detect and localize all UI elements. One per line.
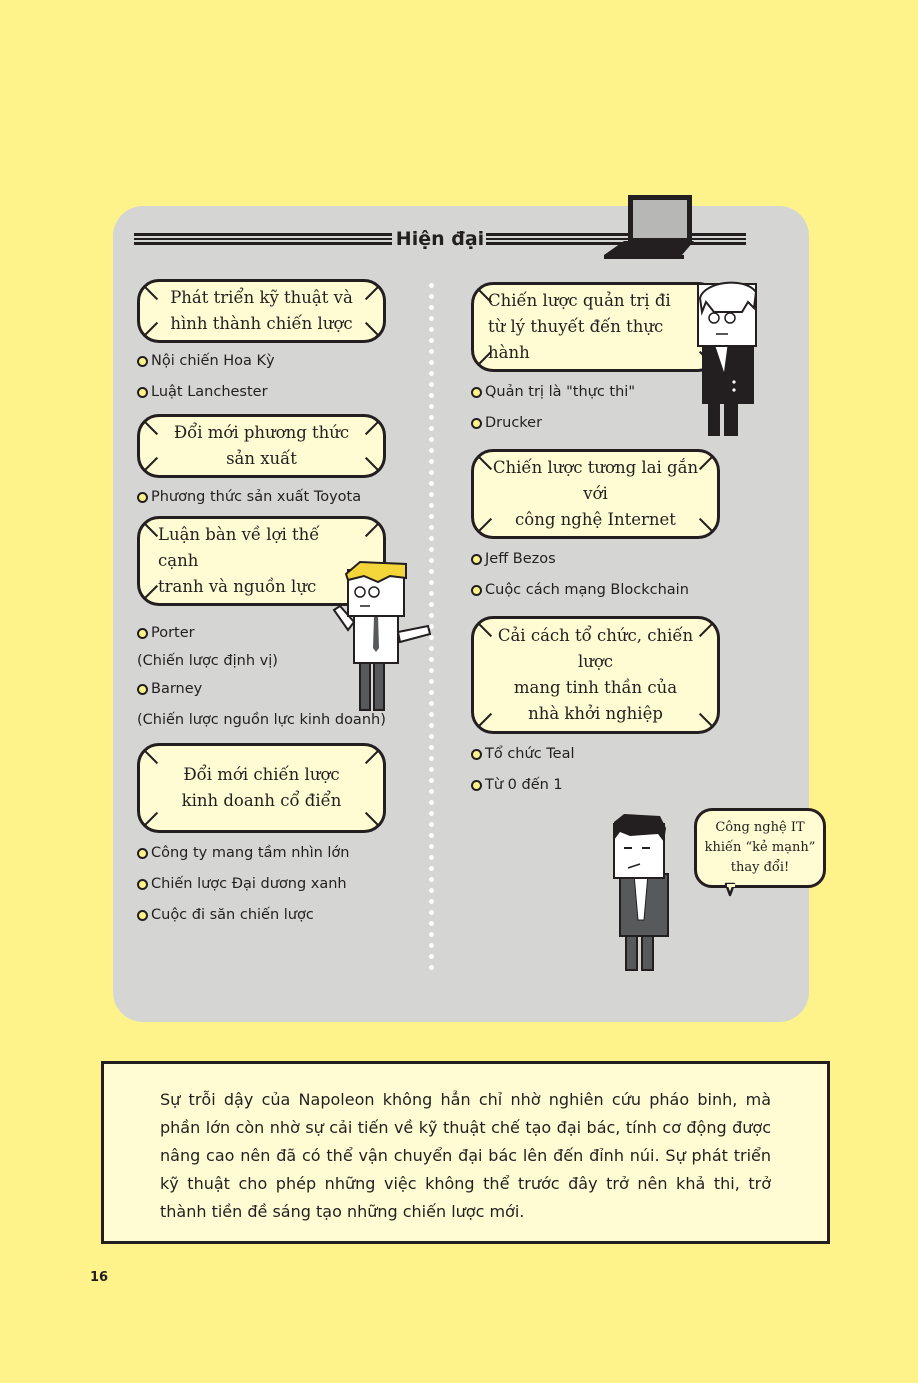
list-item: Barney [137, 679, 202, 699]
list-item: Nội chiến Hoa Kỳ [137, 351, 275, 371]
list-item: Quản trị là "thực thi" [471, 382, 635, 402]
bullet-dot-icon [471, 387, 482, 398]
list-item: Porter [137, 623, 195, 643]
bullet-dot-icon [137, 848, 148, 859]
topic-bubble-production-innovation: Đổi mới phương thức sản xuất [137, 414, 386, 478]
list-note: (Chiến lược định vị) [137, 653, 278, 669]
list-item: Cuộc đi săn chiến lược [137, 905, 314, 925]
topic-bubble-tech-development: Phát triển kỹ thuật và hình thành chiến lược [137, 279, 386, 343]
character-blond-man [330, 560, 436, 715]
bullet-dot-icon [471, 418, 482, 429]
topic-bubble-organization-reform: Cải cách tổ chức, chiến lược mang tinh thần của nhà khởi nghiệp [471, 616, 720, 734]
list-item: Luật Lanchester [137, 382, 268, 402]
list-item: Từ 0 đến 1 [471, 775, 563, 795]
list-item: Phương thức sản xuất Toyota [137, 487, 361, 507]
list-item: Công ty mang tầm nhìn lớn [137, 843, 350, 863]
bullet-dot-icon [471, 749, 482, 760]
topic-bubble-management-strategy: Chiến lược quản trị đi từ lý thuyết đến thực hành [471, 282, 720, 372]
list-item: Chiến lược Đại dương xanh [137, 874, 347, 894]
bullet-dot-icon [471, 780, 482, 791]
bullet-dot-icon [137, 910, 148, 921]
page-number: 16 [90, 1270, 109, 1285]
speech-bubble-tail [724, 884, 740, 898]
list-item: Cuộc cách mạng Blockchain [471, 580, 689, 600]
topic-bubble-classic-strategy: Đổi mới chiến lược kinh doanh cổ điển [137, 743, 386, 833]
topic-bubble-internet-strategy: Chiến lược tương lai gắn với công nghệ Internet [471, 449, 720, 539]
topic-bubble-competitive-advantage: Luận bàn về lợi thế cạnh tranh và nguồn lực [137, 516, 386, 606]
bullet-dot-icon [137, 492, 148, 503]
section-title: Hiện đại [395, 228, 485, 250]
bullet-dot-icon [137, 387, 148, 398]
speech-bubble: Công nghệ IT khiến “kẻ mạnh” thay đổi! [694, 808, 826, 888]
laptop-icon [602, 193, 697, 263]
character-dark-hair-man [610, 812, 674, 974]
bullet-dot-icon [137, 879, 148, 890]
character-old-man [694, 278, 764, 440]
bullet-dot-icon [471, 585, 482, 596]
header-rule-left [134, 233, 392, 245]
list-item: Tổ chức Teal [471, 744, 575, 764]
list-item: Jeff Bezos [471, 549, 556, 569]
bullet-dot-icon [137, 356, 148, 367]
bullet-dot-icon [471, 554, 482, 565]
list-item: Drucker [471, 413, 542, 433]
info-box: Sự trỗi dậy của Napoleon không hẳn chỉ nhờ nghiên cứu pháo binh, mà phần lớn còn nhờ sự cải tiến về kỹ thuật chế tạo đại bác, tính cơ động được nâng cao nên đã có thể vận chuyển đại bác lên đến đỉnh núi. Sự phát triển kỹ thuật cho phép những việc không thể trước đây trở nên khả thi, trở thành tiền đề sáng tạo những chiến lược mới. [101, 1061, 830, 1244]
bullet-dot-icon [137, 628, 148, 639]
list-note: (Chiến lược nguồn lực kinh doanh) [137, 712, 386, 728]
bullet-dot-icon [137, 684, 148, 695]
